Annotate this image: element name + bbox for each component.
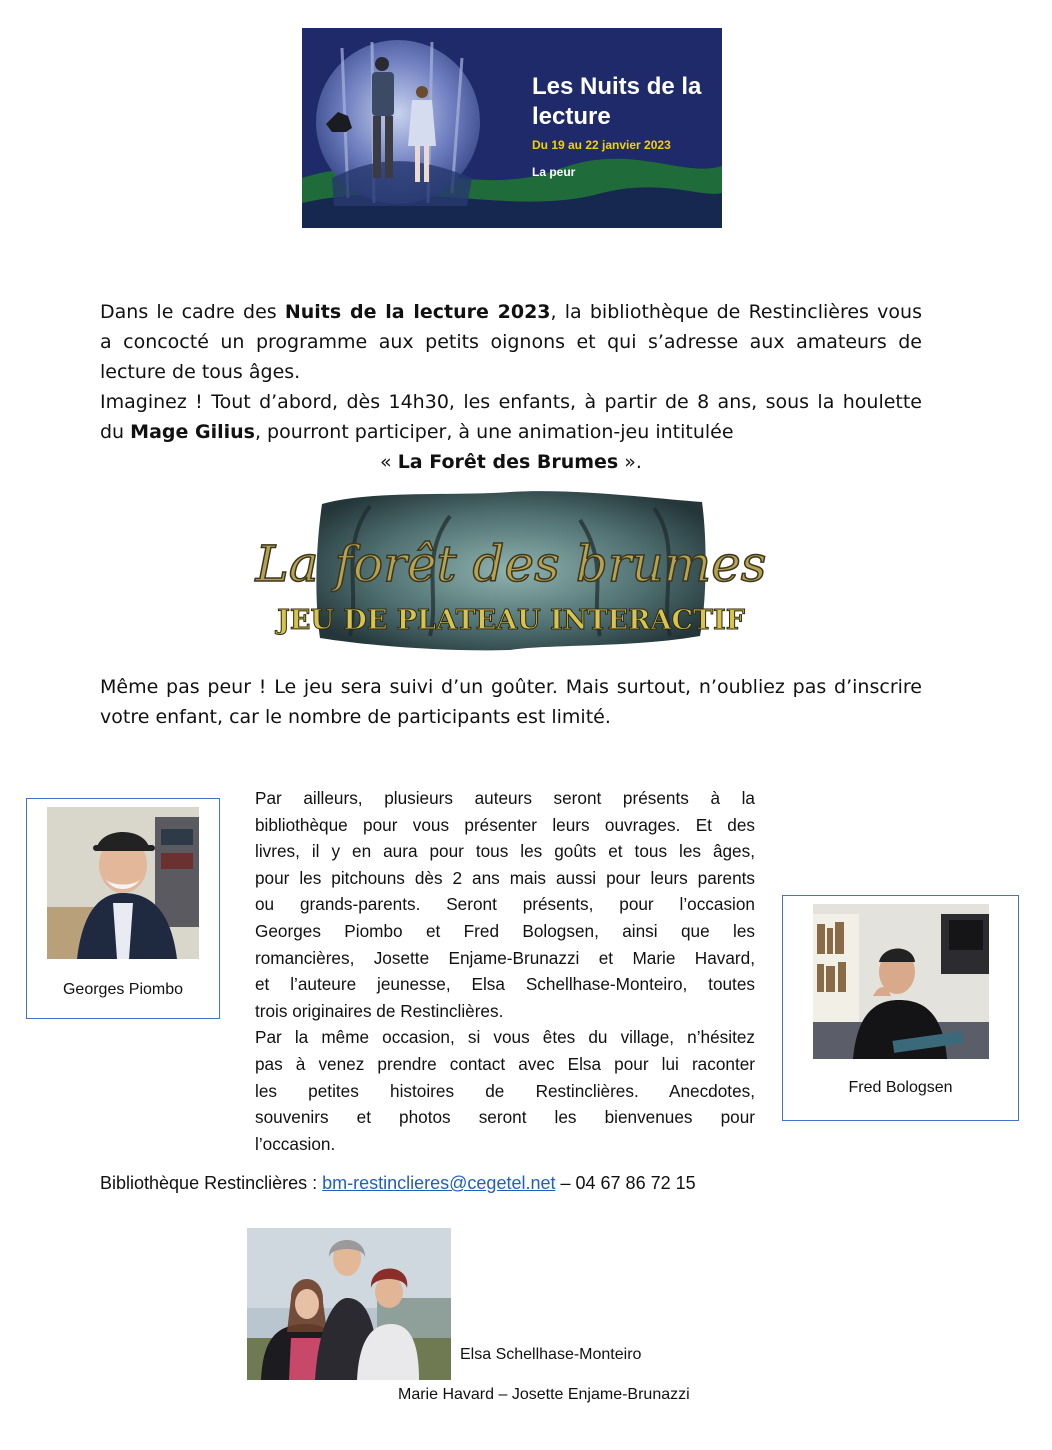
authors-line: les petites histoires de Restinclières. Anecdotes, (255, 1080, 755, 1101)
game-logo-subtitle: JEU DE PLATEAU INTERACTIF (277, 605, 745, 636)
elsa-caption: Elsa Schellhase-Monteiro (460, 1346, 642, 1363)
fred-bologsen-frame (782, 895, 1019, 1121)
contact-label: Bibliothèque Restinclières : (100, 1173, 323, 1193)
authors-line: Par ailleurs, plusieurs auteurs seront présents à la (255, 788, 755, 808)
contact-email-link[interactable]: bm-restinclieres@cegetel.net (322, 1173, 556, 1193)
banner-theme: La peur (532, 165, 576, 179)
intro-line-4: Imaginez ! Tout d’abord, dès 14h30, les enfants, à partir de 8 ans, sous la houlette (100, 391, 922, 413)
game-logo-title: La forêt des brumes (255, 535, 767, 593)
after-game-paragraph (100, 672, 922, 732)
authors-line: livres, il y en aura pour tous les goûts et tous les âges, (255, 841, 755, 862)
contact-phone: – 04 67 86 72 15 (555, 1173, 696, 1193)
after-game-line-2: votre enfant, car le nombre de participants est limité. (100, 706, 611, 728)
georges-piombo-photo (47, 807, 199, 959)
authors-line: souvenirs et photos seront les bienvenues pour (255, 1107, 755, 1128)
georges-piombo-caption: Georges Piombo (62, 981, 184, 998)
intro-line-2: a concocté un programme aux petits oignons et qui s’adresse aux amateurs de (100, 331, 922, 353)
banner-dates: Du 19 au 22 janvier 2023 (532, 138, 671, 152)
women-authors-photo (247, 1228, 451, 1380)
game-logo (255, 486, 767, 656)
event-name: Nuits de la lecture 2023 (284, 301, 551, 323)
marie-josette-caption: Marie Havard – Josette Enjame-Brunazzi (398, 1386, 690, 1403)
intro-line-5: du Mage Gilius, pourront participer, à une animation-jeu intitulée (100, 421, 734, 443)
authors-line: romancières, Josette Enjame-Brunazzi et Marie Havard, (255, 947, 755, 968)
game-title-line: « La Forêt des Brumes ». (380, 451, 642, 473)
contact-line (100, 1173, 696, 1194)
authors-line: pas à venez prendre contact avec Elsa pour lui raconter (255, 1053, 755, 1074)
authors-line: Par la même occasion, si vous êtes du village, n’hésitez (255, 1027, 755, 1048)
intro-line-3: lecture de tous âges. (100, 361, 301, 383)
after-game-line-1: Même pas peur ! Le jeu sera suivi d’un goûter. Mais surtout, n’oubliez pas d’inscrire (100, 676, 922, 698)
authors-line: bibliothèque pour vous présenter leurs ouvrages. Et des (255, 814, 755, 835)
intro-paragraph (100, 297, 922, 477)
authors-line: trois originaires de Restinclières. (255, 1000, 504, 1021)
intro-line-1: Dans le cadre des Nuits de la lecture 2023, la bibliothèque de Restinclières vous (100, 301, 922, 323)
game-logo-art (255, 486, 767, 656)
authors-line: ou grands-parents. Seront présents, pour l’occasion (255, 894, 755, 915)
authors-line: pour les pitchouns dès 2 ans mais aussi pour leurs parents (255, 867, 755, 888)
authors-line: et l’auteure jeunesse, Elsa Schellhase-Monteiro, toutes (255, 974, 755, 995)
fred-bologsen-caption: Fred Bologsen (848, 1079, 953, 1096)
georges-piombo-frame (26, 798, 220, 1019)
mage-name: Mage Gilius (130, 421, 255, 443)
game-title: La Forêt des Brumes (397, 451, 619, 473)
banner-title: Les Nuits de la lecture (532, 73, 702, 130)
authors-line: l’occasion. (255, 1133, 336, 1154)
authors-paragraph (255, 785, 755, 1157)
authors-line: Georges Piombo et Fred Bologsen, ainsi que les (255, 920, 755, 941)
fred-bologsen-photo (813, 904, 989, 1059)
event-banner (302, 28, 722, 228)
